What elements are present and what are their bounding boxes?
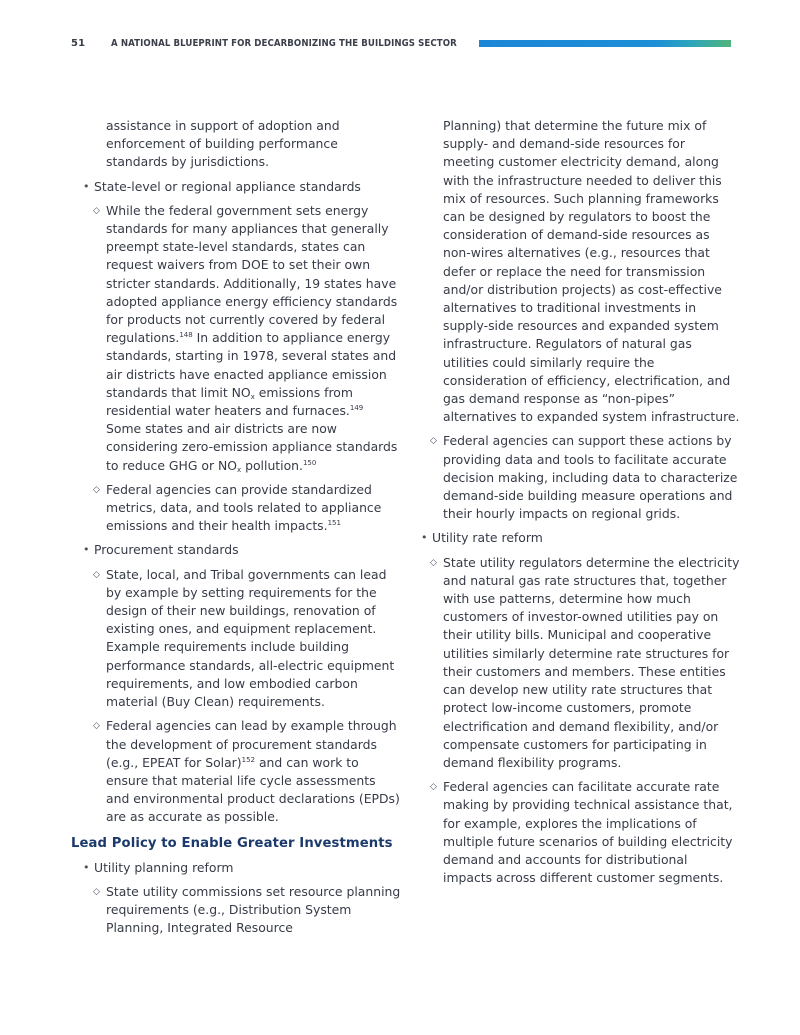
diamond-outline-icon: ◇ — [430, 557, 437, 568]
bullet-appliance-standards: • State-level or regional appliance standards — [71, 178, 401, 196]
diamond-outline-icon: ◇ — [430, 782, 437, 793]
bullet-utility-planning: • Utility planning reform — [71, 859, 401, 877]
sub-item-appliance-metrics: ◇ Federal agencies can provide standardized metrics, data, and tools related to appliance emissions and their health impacts.$^{151}$ — [93, 481, 382, 534]
sub-item-rate-regulators: ◇ State utility regulators determine the electricity and natural gas rate structures that, together with use patterns, determine how much customers of investor-owned utilities pay on their utility bills. Municipal and cooperative utilities similarly determine rate structures for their customers and members. These entities can develop new utility rate structures that protect low-income customers, promote electrification and demand flexibility, and/or compensate customers for participating in demand flexibility programs. — [430, 554, 740, 770]
section-heading: Lead Policy to Enable Greater Investments — [71, 835, 393, 851]
document-title: A NATIONAL BLUEPRINT FOR DECARBONIZING THE BUILDINGS SECTOR — [111, 37, 457, 49]
sub-item-appliance-waivers: ◇ While the federal government sets energy standards for many appliances that generally preempt state-level standards, states can request waivers from DOE to set their own stricter standards. Additionally, 19 states have adopted appliance energy efficiency standards for products not currently covered by federal regulations.$^{148}$ In addition to appliance energy standards, starting in 1978, several states and air districts have enacted appliance emission standards that limit $NO_x$ emissions from residential water heaters and furnaces.$^{149}$ Some states and air districts are now considering zero-emission appliance standards to reduce GHG or $NO_x$ pollution.$^{150}$ — [93, 202, 398, 474]
bullet-utility-rate: • Utility rate reform — [420, 529, 740, 547]
footnote-ref: 149 — [349, 404, 364, 413]
sub-item-planning-federal: ◇ Federal agencies can support these actions by providing data and tools to facilitate accurate decision making, including data to characterize demand-side building measure operations and their hourly impacts on regional grids. — [430, 433, 738, 522]
diamond-outline-icon: ◇ — [93, 721, 100, 732]
diamond-outline-icon: ◇ — [93, 569, 100, 580]
sub-item-procurement-governments: ◇ State, local, and Tribal governments can lead by example by setting requirements for the design of their new buildings, renovation of existing ones, and equipment replacement. Example requirements include building performance standards, all-electric equipment requirements, and low embodied carbon material (Buy Clean) requirements. — [93, 566, 395, 710]
continued-paragraph: assistance in support of adoption and enforcement of building performance standards by jurisdictions. — [106, 118, 340, 170]
continued-paragraph: Planning) that determine the future mix of supply- and demand-side resources for meeting customer electricity demand, along with the infrastructure needed to deliver this mix of resources. Such planning frameworks can be designed by regulators to boost the consideration of demand-side resources as non-wires alternatives (e.g., resources that defer or replace the need for transmission and/or distribution projects) as cost-effective alternatives to traditional investments in supply-side resources and expanded system infrastructure. Regulators of natural gas utilities could similarly require the consideration of efficiency, electrification, and gas demand response as “non-pipes” alternatives to expanded system infrastructure. — [443, 118, 740, 425]
sub-item-rate-federal: ◇ Federal agencies can facilitate accurate rate making by providing technical assistance that, for example, explores the implications of multiple future scenarios of building electricity demand and accounts for distributional impacts across different customer segments. — [430, 779, 733, 886]
diamond-outline-icon: ◇ — [93, 886, 100, 897]
diamond-outline-icon: ◇ — [430, 436, 437, 447]
sub-item-procurement-federal: ◇ Federal agencies can lead by example through the development of procurement standards (e.g., EPEAT for Solar)$^{152}$ and can work to ensure that material life cycle assessments and environmental product declarations (EPDs) are as accurate as possible. — [93, 718, 400, 825]
page-number: 51 — [71, 37, 86, 49]
right-column — [420, 117, 740, 893]
footnote-ref: 150 — [302, 458, 317, 467]
diamond-outline-icon: ◇ — [93, 205, 100, 216]
diamond-outline-icon: ◇ — [93, 484, 100, 495]
footnote-ref: 152 — [241, 755, 255, 764]
footnote-ref: 151 — [327, 519, 341, 528]
sub-item-planning-commissions: ◇ State utility commissions set resource planning requirements (e.g., Distribution System Planning, Integrated Resource — [93, 883, 401, 936]
page-header — [71, 36, 731, 50]
footnote-ref: 148 — [179, 331, 193, 340]
header-accent-bar — [479, 40, 731, 47]
bullet-procurement-standards: • Procurement standards — [71, 541, 401, 559]
left-column — [71, 117, 401, 944]
